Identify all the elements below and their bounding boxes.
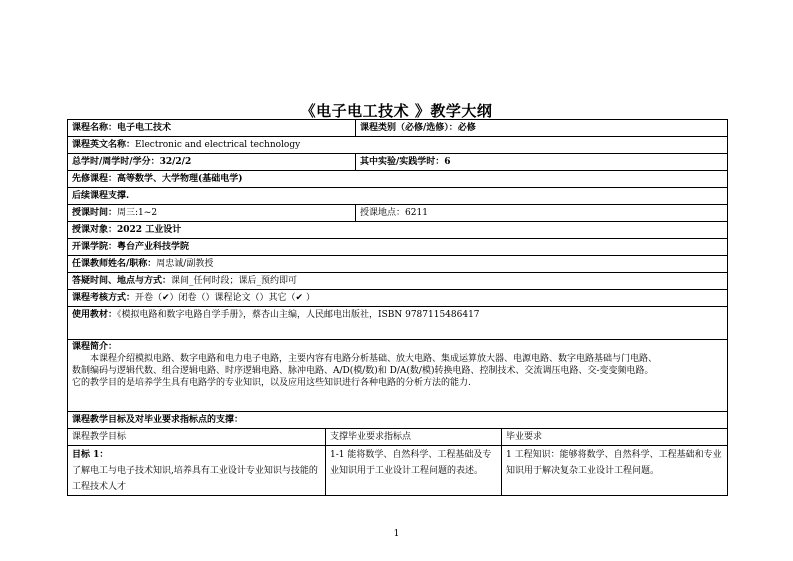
- college-label: 开课学院：: [72, 242, 118, 252]
- row-college: [68, 239, 728, 256]
- english-name-cell: [68, 137, 728, 154]
- intro-label: 课程简介：: [72, 342, 118, 352]
- header-goal: 课程教学目标: [68, 429, 326, 446]
- intro-line: 本课程介绍模拟电路、数字电路和电力电子电路，主要内容有电路分析基础、放大电路、集成运算放大器、电源电路、数字电路基础与门电路、: [90, 354, 658, 364]
- row-objectives-heading: [68, 412, 728, 429]
- time-value: 周三:1~2: [117, 208, 158, 218]
- followup-label: 后续课程支撑: [72, 191, 127, 201]
- time-cell: [68, 205, 356, 222]
- english-name-label: 课程英文名称：: [72, 140, 136, 150]
- requirement-cell: [502, 446, 728, 496]
- teacher-cell: [68, 256, 728, 273]
- followup-value: .: [126, 191, 130, 201]
- row-textbook: [68, 307, 728, 340]
- goal-title: 目标 1：: [72, 450, 109, 460]
- followup-cell: [68, 188, 728, 205]
- target-cell: [68, 222, 728, 239]
- exam-value: 开卷（✔）闭卷（）课程论文（）其它（✔ ）: [135, 293, 315, 303]
- row-english-name: [68, 137, 728, 154]
- teacher-value: 周忠诚/副教授: [156, 259, 214, 269]
- requirement-text: 1 工程知识：能够将数学、自然科学、工程基础和专业知识用于解决复杂工业设计工程问题。: [506, 450, 722, 476]
- header-indicator: 支撑毕业要求指标点: [326, 429, 502, 446]
- english-name-value: Electronic and electrical technology: [135, 140, 301, 150]
- header-requirement: 毕业要求: [502, 429, 728, 446]
- lab-hours-label: 其中实验/实践学时：: [360, 157, 445, 167]
- goal-cell: [68, 446, 326, 496]
- objectives-heading: 课程教学目标及对毕业要求指标点的支撑：: [72, 415, 244, 425]
- row-time-place: [68, 205, 728, 222]
- college-cell: [68, 239, 728, 256]
- course-name-label: 课程名称：: [72, 123, 118, 133]
- course-name-value: 电子电工技术: [117, 123, 172, 133]
- teacher-label: 任课教师姓名/职称：: [72, 259, 157, 269]
- syllabus-table: [67, 119, 728, 496]
- target-label: 授课对象：: [72, 225, 118, 235]
- course-type-label: 课程类别（必修/选修）：: [360, 123, 458, 133]
- hours-value: 32/2/2: [159, 157, 192, 167]
- row-teacher: [68, 256, 728, 273]
- row-course-name: [68, 120, 728, 137]
- document-title: 《电子电工技术 》教学大纲: [300, 102, 493, 120]
- row-prerequisites: [68, 171, 728, 188]
- qa-cell: [68, 273, 728, 290]
- college-value: 粤台产业科技学院: [117, 242, 190, 252]
- course-name-cell: [68, 120, 356, 137]
- indicator-text: 1-1 能将数学、自然科学、工程基础及专业知识用于工业设计工程问题的表述。: [330, 450, 492, 476]
- exam-cell: [68, 290, 728, 307]
- qa-value: 课间_任何时段；课后_预约即可: [171, 276, 298, 286]
- row-exam: [68, 290, 728, 307]
- hours-cell: [68, 154, 356, 171]
- objectives-header-row: [68, 429, 728, 446]
- page-number: 1: [393, 529, 400, 539]
- lab-hours-value: 6: [444, 157, 451, 167]
- row-hours: [68, 154, 728, 171]
- lab-hours-cell: [356, 154, 728, 171]
- row-target: [68, 222, 728, 239]
- place-value: 6211: [405, 208, 428, 218]
- target-value: 2022 工业设计: [117, 225, 182, 235]
- qa-label: 答疑时间、地点与方式：: [72, 276, 172, 286]
- prerequisites-value: 高等数学、大学物理(基础电学): [117, 174, 243, 184]
- goal-text: 了解电工与电子技术知识,培养具有工业设计专业知识与技能的工程技术人才: [72, 466, 318, 492]
- objectives-heading-cell: [68, 412, 728, 429]
- hours-label: 总学时/周学时/学分：: [72, 157, 160, 167]
- course-type-cell: [356, 120, 728, 137]
- course-type-value: 必修: [457, 123, 476, 133]
- row-intro: [68, 340, 728, 412]
- prerequisites-cell: [68, 171, 728, 188]
- intro-cell: [68, 340, 728, 412]
- place-cell: [356, 205, 728, 222]
- textbook-cell: [68, 307, 728, 340]
- textbook-value: 《模拟电路和数字电路自学手册》，蔡杏山主编，人民邮电出版社，ISBN 9787115486417: [117, 310, 480, 320]
- prerequisites-label: 先修课程：: [72, 174, 118, 184]
- objectives-row-1: [68, 446, 728, 496]
- time-label: 授课时间：: [72, 208, 118, 218]
- textbook-label: 使用教材：: [72, 310, 118, 320]
- row-followup: [68, 188, 728, 205]
- intro-line: 数制编码与逻辑代数、组合逻辑电路、时序逻辑电路、脉冲电路、A/D(模/数)和 D/A(数/模)转换电路、控制技术、交流调压电路、交-变变频电路。: [72, 366, 654, 376]
- row-qa: [68, 273, 728, 290]
- intro-line: 它的教学目的是培养学生具有电路学的专业知识，以及应用这些知识进行各种电路的分析方法的能力.: [72, 378, 471, 388]
- indicator-cell: [326, 446, 502, 496]
- exam-label: 课程考核方式：: [72, 293, 136, 303]
- place-label: 授课地点：: [360, 208, 406, 218]
